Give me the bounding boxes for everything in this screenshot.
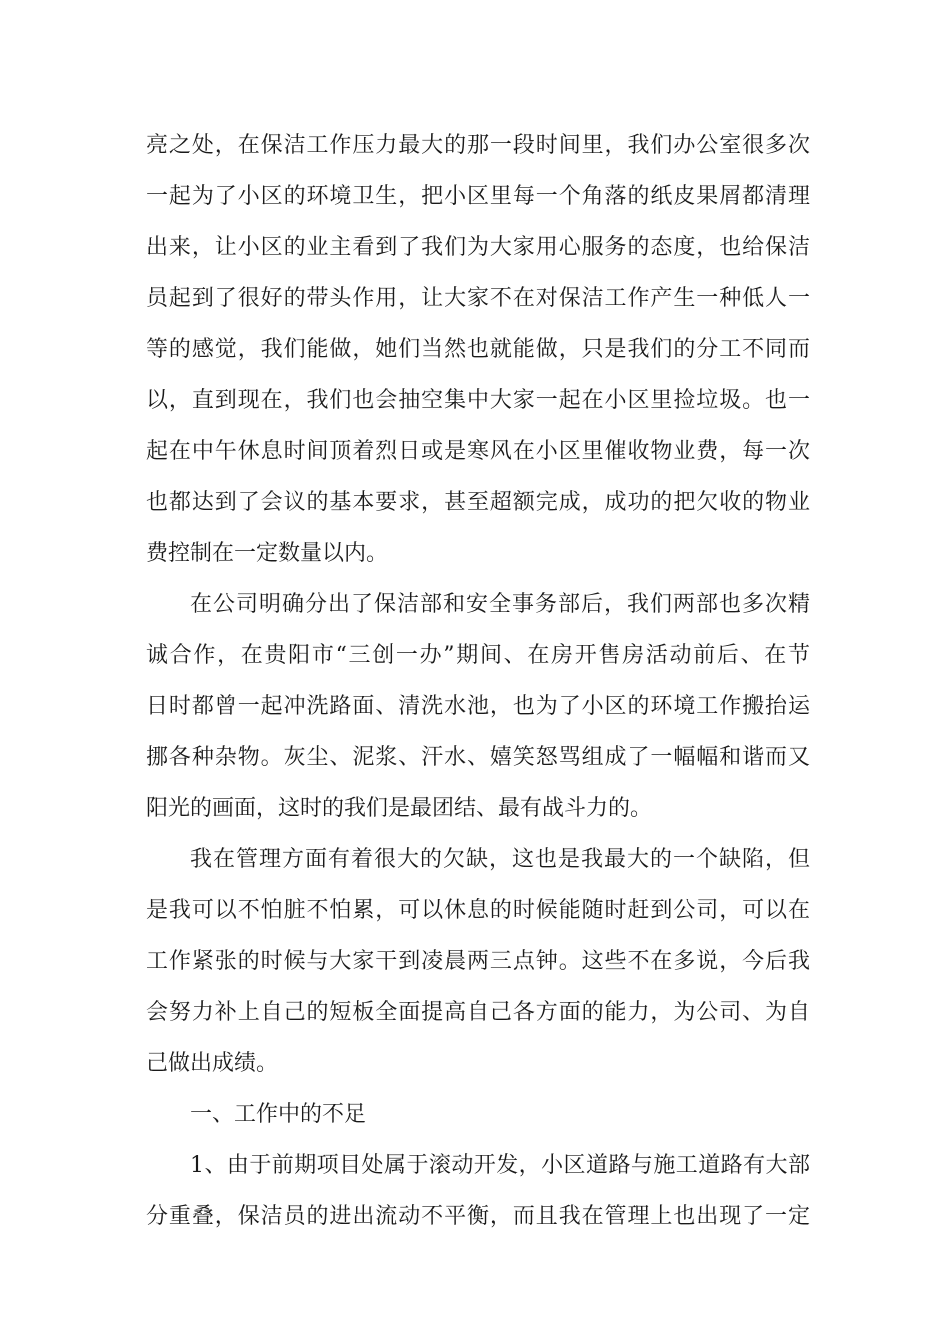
text-line: 起在中午休息时间顶着烈日或是寒风在小区里催收物业费，每一次 <box>146 439 810 464</box>
paragraph <box>146 120 810 579</box>
text-line: 挪各种杂物。灰尘、泥浆、汗水、嬉笑怒骂组成了一幅幅和谐而又 <box>146 745 810 770</box>
text-line: 阳光的画面，这时的我们是最团结、最有战斗力的。 <box>146 796 653 821</box>
paragraph <box>146 579 810 834</box>
text-line: 出来，让小区的业主看到了我们为大家用心服务的态度，也给保洁 <box>146 235 810 260</box>
text-line: 也都达到了会议的基本要求，甚至超额完成，成功的把欠收的物业 <box>146 490 810 515</box>
text-line: 等的感觉，我们能做，她们当然也就能做，只是我们的分工不同而 <box>146 337 810 362</box>
document-body <box>146 120 810 1242</box>
text-line: 己做出成绩。 <box>146 1051 279 1076</box>
text-line: 会努力补上自己的短板全面提高自己各方面的能力，为公司、为自 <box>146 1000 810 1025</box>
text-line: 诚合作，在贵阳市“三创一办”期间、在房开售房活动前后、在节 <box>146 643 810 668</box>
text-line: 1、由于前期项目处属于滚动开发，小区道路与施工道路有大部 <box>190 1153 810 1178</box>
paragraph <box>146 1140 810 1242</box>
text-line: 亮之处，在保洁工作压力最大的那一段时间里，我们办公室很多次 <box>146 133 810 158</box>
paragraph <box>146 834 810 1089</box>
heading-line: 一、工作中的不足 <box>190 1102 367 1127</box>
text-line: 员起到了很好的带头作用，让大家不在对保洁工作产生一种低人一 <box>146 286 810 311</box>
section-heading <box>146 1089 810 1140</box>
text-line: 分重叠，保洁员的进出流动不平衡，而且我在管理上也出现了一定 <box>146 1204 810 1229</box>
text-line: 一起为了小区的环境卫生，把小区里每一个角落的纸皮果屑都清理 <box>146 184 810 209</box>
text-line: 在公司明确分出了保洁部和安全事务部后，我们两部也多次精 <box>190 592 810 617</box>
text-line: 工作紧张的时候与大家干到凌晨两三点钟。这些不在多说，今后我 <box>146 949 810 974</box>
text-line: 是我可以不怕脏不怕累，可以休息的时候能随时赶到公司，可以在 <box>146 898 810 923</box>
text-line: 日时都曾一起冲洗路面、清洗水池，也为了小区的环境工作搬抬运 <box>146 694 810 719</box>
text-line: 我在管理方面有着很大的欠缺，这也是我最大的一个缺陷，但 <box>190 847 810 872</box>
text-line: 以，直到现在，我们也会抽空集中大家一起在小区里捡垃圾。也一 <box>146 388 810 413</box>
text-line: 费控制在一定数量以内。 <box>146 541 389 566</box>
